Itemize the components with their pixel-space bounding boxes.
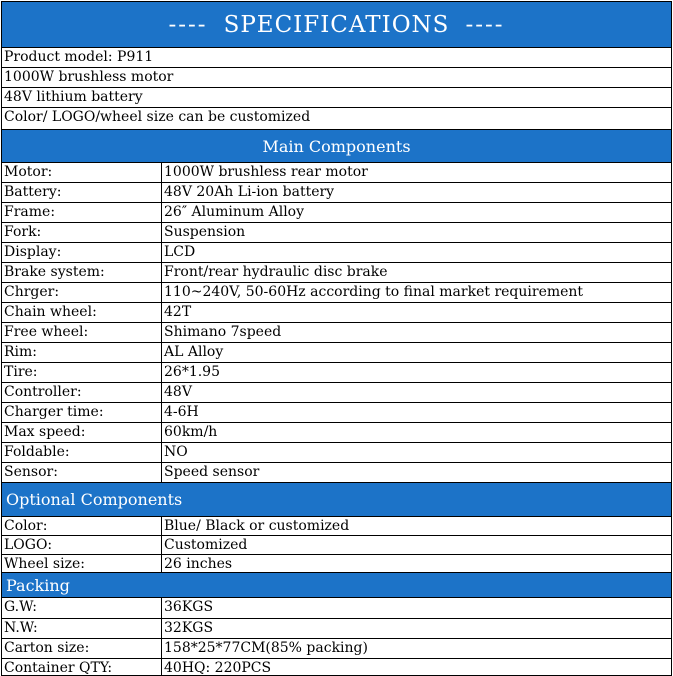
spec-value: 48V — [164, 384, 192, 400]
table-row — [2, 403, 671, 423]
table-row — [2, 598, 671, 619]
spec-key: Motor: — [2, 163, 162, 182]
section-header-main-components — [2, 130, 671, 163]
spec-value: 36KGS — [164, 599, 214, 615]
summary-row — [2, 88, 671, 108]
spec-key: Wheel size: — [2, 555, 162, 572]
spec-key: Free wheel: — [2, 323, 162, 342]
title-dashes-right: ---- — [465, 11, 505, 38]
summary-text: Product model: P911 — [4, 49, 154, 65]
section-header-optional-components — [2, 483, 671, 517]
table-row — [2, 639, 671, 659]
spec-value: Shimano 7speed — [164, 324, 282, 340]
spec-key: Max speed: — [2, 423, 162, 442]
table-row — [2, 536, 671, 555]
page-title: SPECIFICATIONS — [223, 11, 450, 38]
spec-key: N.W: — [2, 619, 162, 638]
summary-row — [2, 108, 671, 130]
table-row — [2, 303, 671, 323]
spec-value: Front/rear hydraulic disc brake — [164, 264, 388, 280]
table-row — [2, 463, 671, 483]
spec-value: Customized — [164, 537, 248, 553]
spec-key: Charger time: — [2, 403, 162, 422]
table-row — [2, 243, 671, 263]
spec-key: Chain wheel: — [2, 303, 162, 322]
section-title: Main Components — [262, 136, 411, 156]
table-row — [2, 517, 671, 536]
summary-row — [2, 68, 671, 88]
spec-value: 32KGS — [164, 620, 214, 636]
spec-key: Rim: — [2, 343, 162, 362]
summary-text: 48V lithium battery — [4, 89, 143, 105]
spec-value: 42T — [164, 304, 192, 320]
spec-key: Color: — [2, 517, 162, 535]
summary-row — [2, 48, 671, 68]
spec-value: 40HQ: 220PCS — [164, 660, 272, 676]
spec-key: Tire: — [2, 363, 162, 382]
spec-key: Container QTY: — [2, 659, 162, 676]
table-row — [2, 659, 671, 676]
table-row — [2, 163, 671, 183]
title-bar — [2, 2, 671, 48]
spec-value: LCD — [164, 244, 196, 260]
spec-value: AL Alloy — [164, 344, 224, 360]
spec-key: Brake system: — [2, 263, 162, 282]
spec-key: Display: — [2, 243, 162, 262]
summary-text: 1000W brushless motor — [4, 69, 174, 85]
spec-value: Suspension — [164, 224, 246, 240]
spec-value: 158*25*77CM(85% packing) — [164, 640, 368, 656]
table-row — [2, 323, 671, 343]
spec-key: G.W: — [2, 598, 162, 618]
spec-value: 1000W brushless rear motor — [164, 164, 368, 180]
table-row — [2, 223, 671, 243]
summary-text: Color/ LOGO/wheel size can be customized — [4, 109, 311, 125]
section-title: Packing — [6, 575, 70, 595]
table-row — [2, 283, 671, 303]
table-row — [2, 183, 671, 203]
spec-value: 4-6H — [164, 404, 199, 420]
table-row — [2, 423, 671, 443]
spec-value: 110~240V, 50-60Hz according to final market requirement — [164, 284, 584, 300]
table-row — [2, 383, 671, 403]
spec-value: 48V 20Ah Li-ion battery — [164, 184, 335, 200]
spec-value: 26*1.95 — [164, 364, 220, 380]
table-row — [2, 203, 671, 223]
spec-value: 26 inches — [164, 556, 233, 572]
table-row — [2, 263, 671, 283]
spec-value: 60km/h — [164, 424, 218, 440]
spec-key: Battery: — [2, 183, 162, 202]
section-title: Optional Components — [6, 490, 183, 509]
spec-value: 26″ Aluminum Alloy — [164, 204, 305, 220]
table-row — [2, 363, 671, 383]
spec-key: Carton size: — [2, 639, 162, 658]
spec-key: Frame: — [2, 203, 162, 222]
table-row — [2, 443, 671, 463]
spec-value: Speed sensor — [164, 464, 260, 480]
spec-value: NO — [164, 444, 188, 460]
spec-key: LOGO: — [2, 536, 162, 554]
table-row — [2, 555, 671, 573]
spec-key: Fork: — [2, 223, 162, 242]
table-row — [2, 343, 671, 363]
spec-key: Sensor: — [2, 463, 162, 482]
spec-key: Chrger: — [2, 283, 162, 302]
spec-value: Blue/ Black or customized — [164, 518, 350, 534]
table-row — [2, 619, 671, 639]
title-dashes-left: ---- — [168, 11, 208, 38]
spec-key: Foldable: — [2, 443, 162, 462]
section-header-packing — [2, 573, 671, 598]
spec-key: Controller: — [2, 383, 162, 402]
